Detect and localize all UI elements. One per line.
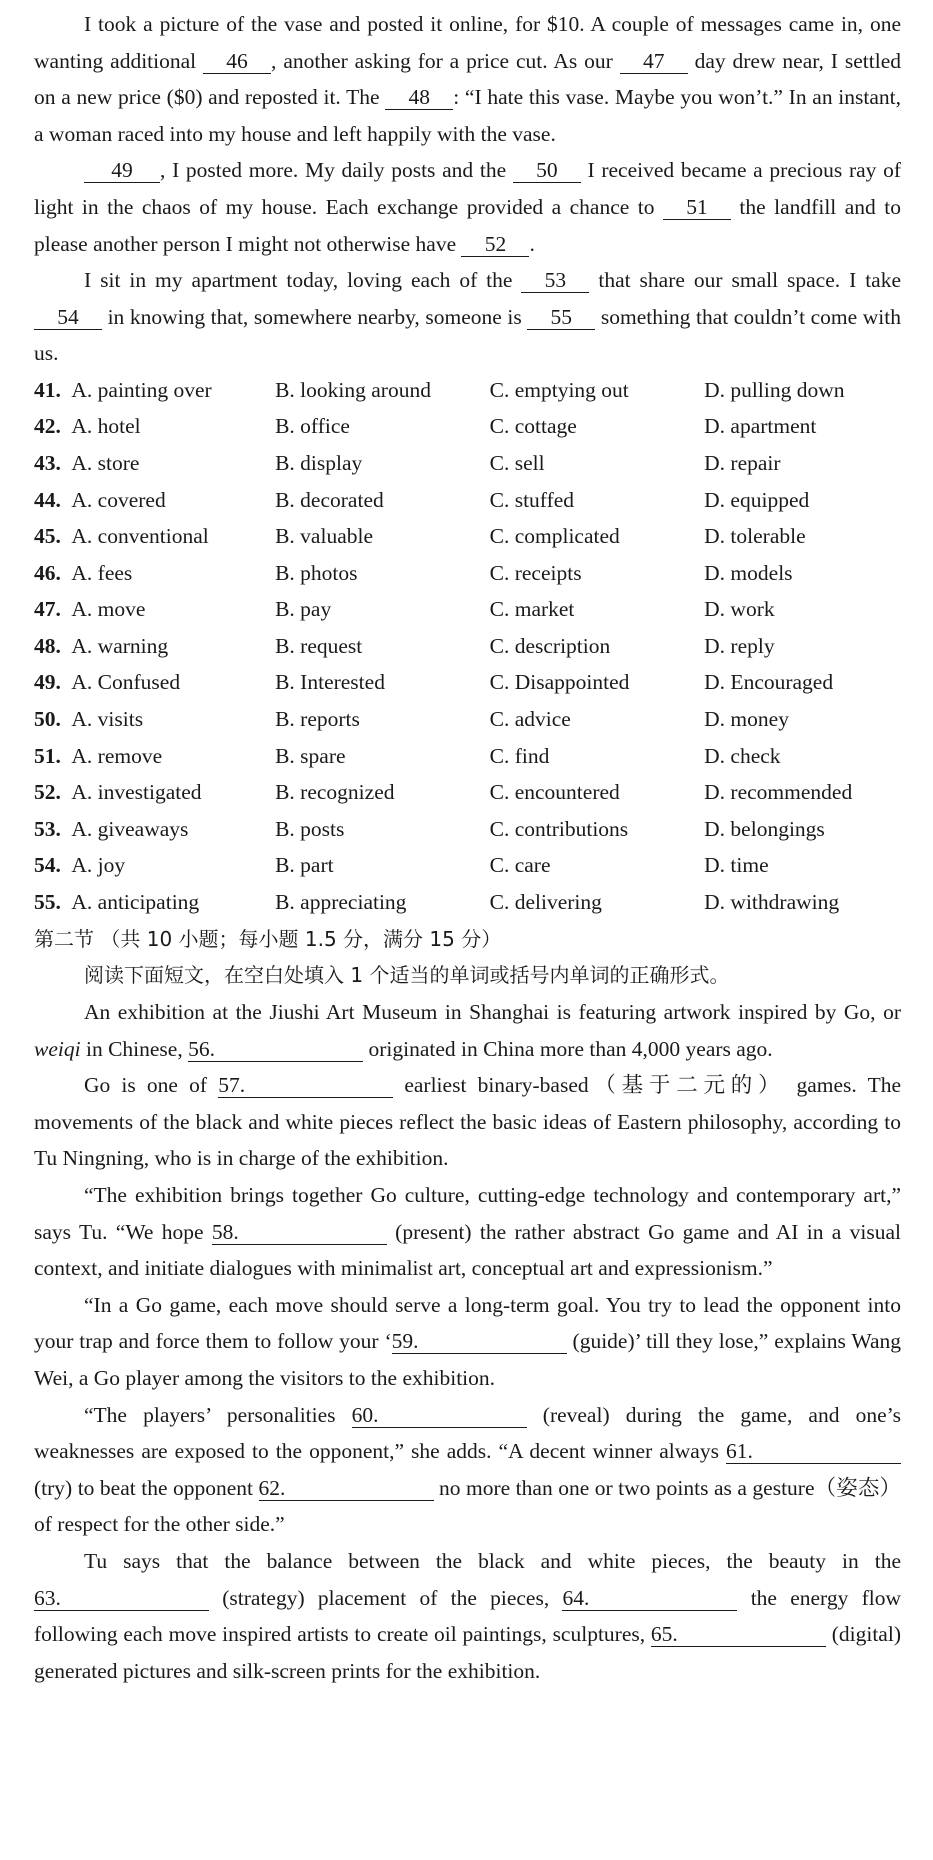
option-a: A. remove xyxy=(71,743,163,768)
option-a: A. covered xyxy=(71,487,166,512)
blank-48: 48 xyxy=(385,85,453,110)
blank-62: 62. xyxy=(259,1476,434,1501)
text: (present) the rather abstract Go game and AI in a visual context, and initiate dialogues with minimalist art, conceptual art and expressionism.” xyxy=(34,1219,901,1281)
blank-63: 63. xyxy=(34,1586,209,1611)
option-a: A. move xyxy=(71,597,146,622)
option-b: B. request xyxy=(275,633,363,658)
option-c: C. cottage xyxy=(489,414,577,439)
question-number: 45. xyxy=(34,524,61,549)
option-a: A. warning xyxy=(71,633,169,658)
question-number: 54. xyxy=(34,853,61,878)
option-d: D. belongings xyxy=(704,816,825,841)
text: “The exhibition brings together Go culture, cutting-edge technology and contemporary art,” says Tu. “We hope xyxy=(34,1183,901,1244)
option-b: B. display xyxy=(275,450,363,475)
option-a: A. Confused xyxy=(71,670,181,695)
grammar-paragraph-5 xyxy=(34,1397,901,1543)
text: I received became a precious ray of light in the chaos of my house. Each exchange provided a chance to xyxy=(34,158,901,219)
option-d: D. equipped xyxy=(704,487,810,512)
option-b: B. part xyxy=(275,853,334,878)
option-c: C. market xyxy=(489,597,575,622)
question-number: 44. xyxy=(34,487,61,512)
option-c: C. emptying out xyxy=(489,377,629,402)
text: “The players’ personalities xyxy=(84,1402,352,1427)
text: day drew near, I settled on a new price ($0) and reposted it. The xyxy=(34,48,901,110)
question-number: 53. xyxy=(34,816,61,841)
question-number: 52. xyxy=(34,780,61,805)
text: originated in China more than 4,000 years ago. xyxy=(363,1036,773,1061)
option-d: D. pulling down xyxy=(704,377,845,402)
option-b: B. photos xyxy=(275,560,358,585)
question-number: 49. xyxy=(34,670,61,695)
grammar-paragraph-6 xyxy=(34,1543,901,1689)
option-b: B. appreciating xyxy=(275,890,407,915)
option-c: C. sell xyxy=(489,450,545,475)
blank-54: 54 xyxy=(34,305,102,330)
blank-58: 58. xyxy=(212,1220,387,1245)
section-instruction: 阅读下面短文，在空白处填入 1 个适当的单词或括号内单词的正确形式。 xyxy=(84,963,730,988)
blank-56: 56. xyxy=(188,1037,363,1062)
option-b: B. looking around xyxy=(275,377,431,402)
text: An exhibition at the Jiushi Art Museum in Shanghai is featuring artwork inspired by Go, or xyxy=(84,1000,901,1025)
text: I took a picture of the vase and posted it online, for $10. A couple of messages came in, one wanting additional xyxy=(34,12,901,73)
option-a: A. joy xyxy=(71,853,126,878)
option-b: B. spare xyxy=(275,743,346,768)
blank-52: 52 xyxy=(461,232,529,257)
cloze-paragraph-1 xyxy=(34,6,901,152)
option-d: D. withdrawing xyxy=(704,890,840,915)
option-c: C. care xyxy=(489,853,551,878)
text: something that couldn’t come with us. xyxy=(34,304,901,366)
section-title: 第二节 （共 10 小题；每小题 1.5 分，满分 15 分） xyxy=(34,926,502,951)
option-a: A. fees xyxy=(71,560,133,585)
option-c: C. complicated xyxy=(489,524,620,549)
option-a: A. anticipating xyxy=(71,890,200,915)
option-d: D. tolerable xyxy=(704,524,806,549)
option-row-52 xyxy=(34,774,901,811)
option-row-46 xyxy=(34,555,901,592)
option-c: C. delivering xyxy=(489,890,602,915)
option-d: D. money xyxy=(704,707,789,732)
option-b: B. office xyxy=(275,414,350,439)
text: (try) to beat the opponent xyxy=(34,1475,259,1500)
blank-49: 49 xyxy=(84,158,160,183)
option-d: D. apartment xyxy=(704,414,817,439)
text: no more than one or two points as a gesture（姿态） of respect for the other side.” xyxy=(34,1475,901,1537)
option-row-45 xyxy=(34,518,901,555)
blank-59: 59. xyxy=(392,1329,567,1354)
option-a: A. hotel xyxy=(71,414,141,439)
option-a: A. giveaways xyxy=(71,816,189,841)
option-d: D. Encouraged xyxy=(704,670,834,695)
option-row-54 xyxy=(34,848,901,885)
question-number: 42. xyxy=(34,414,61,439)
cloze-paragraph-3 xyxy=(34,262,901,372)
option-c: C. Disappointed xyxy=(489,670,630,695)
option-b: B. recognized xyxy=(275,780,395,805)
option-row-51 xyxy=(34,738,901,775)
text: Tu says that the balance between the black and white pieces, the beauty in the xyxy=(84,1548,901,1573)
grammar-paragraph-4 xyxy=(34,1287,901,1397)
option-row-44 xyxy=(34,482,901,519)
option-d: D. work xyxy=(704,597,775,622)
question-number: 47. xyxy=(34,597,61,622)
option-a: A. visits xyxy=(71,707,144,732)
option-row-42 xyxy=(34,409,901,446)
option-row-55 xyxy=(34,884,901,921)
option-row-49 xyxy=(34,665,901,702)
option-a: A. investigated xyxy=(71,780,202,805)
blank-64: 64. xyxy=(562,1586,737,1611)
text: (reveal) during the game, and one’s weaknesses are exposed to the opponent,” she adds. “A decent winner always xyxy=(34,1402,901,1464)
blank-55: 55 xyxy=(527,305,595,330)
option-d: D. models xyxy=(704,560,793,585)
question-number: 50. xyxy=(34,707,61,732)
text: . xyxy=(529,231,535,256)
option-row-53 xyxy=(34,811,901,848)
grammar-paragraph-2 xyxy=(34,1067,901,1177)
blank-60: 60. xyxy=(352,1403,527,1428)
blank-51: 51 xyxy=(663,195,731,220)
italic-term: weiqi xyxy=(34,1036,81,1061)
text: : “I hate this vase. Maybe you won’t.” In an instant, a woman raced into my house and left happily with the vase. xyxy=(34,85,901,146)
question-number: 48. xyxy=(34,633,61,658)
text: (guide)’ till they lose,” explains Wang Wei, a Go player among the visitors to the exhibition. xyxy=(34,1329,902,1390)
option-b: B. posts xyxy=(275,816,345,841)
text: Go is one of xyxy=(84,1073,219,1098)
blank-57: 57. xyxy=(218,1073,393,1098)
option-b: B. Interested xyxy=(275,670,385,695)
option-c: C. receipts xyxy=(489,560,582,585)
blank-53: 53 xyxy=(521,268,589,293)
option-d: D. check xyxy=(704,743,781,768)
text: , another asking for a price cut. As our xyxy=(271,48,620,73)
question-number: 46. xyxy=(34,560,61,585)
text: (digital) generated pictures and silk-screen prints for the exhibition. xyxy=(34,1622,901,1683)
option-d: D. time xyxy=(704,853,769,878)
question-number: 43. xyxy=(34,450,61,475)
text: , I posted more. My daily posts and the xyxy=(160,158,513,183)
option-a: A. conventional xyxy=(71,524,209,549)
option-b: B. valuable xyxy=(275,524,374,549)
option-row-47 xyxy=(34,592,901,629)
option-d: D. repair xyxy=(704,450,781,475)
option-row-48 xyxy=(34,628,901,665)
text: in Chinese, xyxy=(80,1036,189,1061)
option-c: C. stuffed xyxy=(489,487,575,512)
option-row-43 xyxy=(34,445,901,482)
option-b: B. pay xyxy=(275,597,332,622)
option-c: C. contributions xyxy=(489,816,629,841)
option-b: B. decorated xyxy=(275,487,384,512)
option-c: C. find xyxy=(489,743,550,768)
option-d: D. reply xyxy=(704,633,775,658)
cloze-paragraph-2 xyxy=(34,152,901,262)
option-a: A. store xyxy=(71,450,140,475)
option-c: C. encountered xyxy=(489,780,620,805)
blank-47: 47 xyxy=(620,49,688,74)
text: that share our small space. I take xyxy=(589,268,902,293)
option-d: D. recommended xyxy=(704,780,853,805)
option-row-50 xyxy=(34,701,901,738)
option-c: C. description xyxy=(489,633,611,658)
question-number: 51. xyxy=(34,743,61,768)
grammar-paragraph-3 xyxy=(34,1177,901,1287)
option-b: B. reports xyxy=(275,707,360,732)
option-row-41 xyxy=(34,372,901,409)
blank-50: 50 xyxy=(513,158,581,183)
question-number: 55. xyxy=(34,890,61,915)
text: the energy flow following each move inspired artists to create oil paintings, sculptures, xyxy=(34,1585,901,1647)
text: the landfill and to please another person I might not otherwise have xyxy=(34,194,901,256)
option-c: C. advice xyxy=(489,707,571,732)
text: “In a Go game, each move should serve a long-term goal. You try to lead the opponent into your trap and force them to follow your ‘ xyxy=(34,1292,901,1354)
text: (strategy) placement of the pieces, xyxy=(209,1585,563,1610)
blank-61: 61. xyxy=(726,1439,901,1464)
text: I sit in my apartment today, loving each of the xyxy=(84,268,522,293)
blank-65: 65. xyxy=(651,1622,826,1647)
text: in knowing that, somewhere nearby, someone is xyxy=(102,304,528,329)
text: earliest binary-based（基于二元的） games. The movements of the black and white pieces reflect the basic ideas of Eastern philosophy, according to Tu Ningning, who is in charge of the exhibition. xyxy=(34,1073,901,1171)
question-number: 41. xyxy=(34,377,61,402)
option-a: A. painting over xyxy=(71,377,212,402)
grammar-paragraph-1 xyxy=(34,994,901,1067)
blank-46: 46 xyxy=(203,49,271,74)
options-list xyxy=(34,372,901,921)
